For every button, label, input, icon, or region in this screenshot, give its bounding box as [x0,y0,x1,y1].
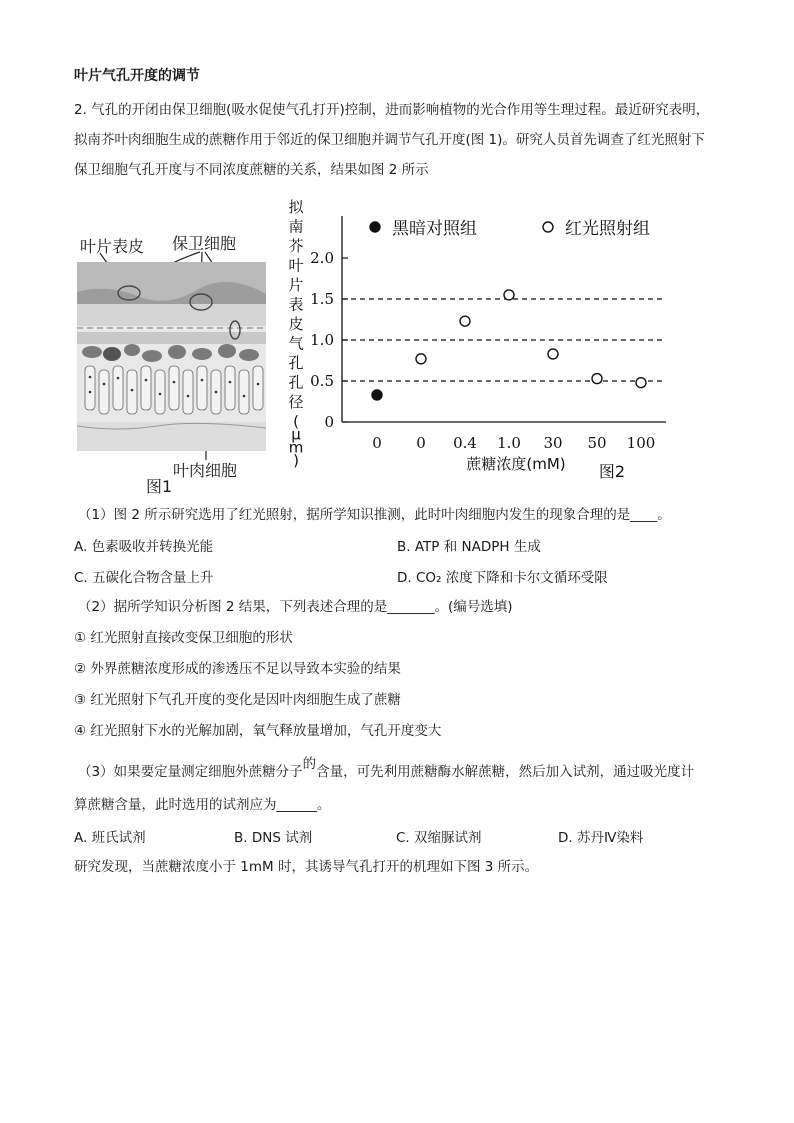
q3-stem-line-1 [78,756,695,782]
intro-line-3: 保卫细胞气孔开度与不同浓度蔗糖的关系，结果如图 2 所示 [74,162,429,178]
q1-option-a: A. 色素吸收并转换光能 [74,539,214,555]
figure-2-chart [280,198,680,483]
fig1-label-epidermis: 叶片表皮 [80,237,145,256]
chart-x-tick-label: 30 [543,434,563,452]
chart-point-red-light [460,316,470,326]
chart-point-red-light [548,349,558,359]
q3-option-b: B. DNS 试剂 [234,830,313,846]
chart-legend-label: 黑暗对照组 [392,219,477,239]
intro-line-1: 2. 气孔的开闭由保卫细胞(吸水促使气孔打开)控制，进而影响植物的光合作用等生理过程。最近研究表明， [74,102,710,118]
chart-point-red-light [416,354,426,364]
chart-point-red-light [504,290,514,300]
chart-x-tick-label: 0.4 [453,434,477,452]
chart-y-tick-label: 0 [324,413,334,431]
chart-y-tick-label: 2.0 [310,249,334,267]
chart-point-dark-control [372,390,382,400]
section-title: 叶片气孔开度的调节 [74,68,200,84]
q3-stem-part-a: （3）如果要定量测定细胞外蔗糖分子 [78,764,303,780]
fig1-caption: 图1 [146,477,173,496]
q2-statement-1: ① 红光照射直接改变保卫细胞的形状 [74,630,293,646]
intro-line-2: 拟南芥叶肉细胞生成的蔗糖作用于邻近的保卫细胞并调节气孔开度(图 1)。研究人员首先调查了红光照射下 [74,132,705,148]
chart-y-tick-label: 1.0 [310,331,334,349]
fig1-label-mesophyll: 叶肉细胞 [173,461,238,480]
chart-x-tick-label: 0 [372,434,382,452]
q1-stem: （1）图 2 所示研究选用了红光照射，据所学知识推测，此时叶肉细胞内发生的现象合理的是____。 [78,507,671,523]
q3-option-d: D. 苏丹Ⅳ染料 [558,830,644,846]
fig1-label-guard-cell: 保卫细胞 [172,234,237,253]
chart-x-tick-label: 1.0 [497,434,521,452]
q3-option-c: C. 双缩脲试剂 [396,830,482,846]
q1-option-c: C. 五碳化合物含量上升 [74,570,214,586]
q3-stem-line-2: 算蔗糖含量，此时选用的试剂应为______。 [74,797,331,813]
chart-x-tick-label: 100 [626,434,656,452]
figure-1-leaf-section [77,262,266,451]
q1-option-b: B. ATP 和 NADPH 生成 [397,539,541,555]
chart-legend-marker [370,222,380,232]
q2-statement-3: ③ 红光照射下气孔开度的变化是因叶肉细胞生成了蔗糖 [74,692,401,708]
chart-caption: 图2 [598,462,626,481]
chart-legend-label: 红光照射组 [565,219,650,239]
chart-x-axis-label: 蔗糖浓度(mM) [466,455,566,473]
q2-statement-4: ④ 红光照射下水的光解加剧，氧气释放量增加，气孔开度变大 [74,723,442,739]
q2-stem: （2）据所学知识分析图 2 结果，下列表述合理的是_______。(编号选填) [78,599,513,615]
chart-y-tick-label: 0.5 [310,372,334,390]
chart-y-tick-label: 1.5 [310,290,334,308]
chart-y-axis-label: 拟南芥叶片表皮气孔孔径( μ m ) [288,198,304,470]
chart-point-red-light [636,378,646,388]
q3-stem-superscript: 的 [302,756,317,772]
chart-x-tick-label: 50 [587,434,607,452]
q3-option-a: A. 班氏试剂 [74,830,146,846]
chart-point-red-light [592,374,602,384]
q2-statement-2: ② 外界蔗糖浓度形成的渗透压不足以导致本实验的结果 [74,661,401,677]
q3-stem-part-b: 含量，可先利用蔗糖酶水解蔗糖，然后加入试剂，通过吸光度计 [316,764,695,780]
chart-svg [280,198,680,483]
closing-text: 研究发现，当蔗糖浓度小于 1mM 时，其诱导气孔打开的机理如下图 3 所示。 [74,859,539,875]
chart-legend-marker [543,222,553,232]
chart-x-tick-label: 0 [416,434,426,452]
q1-option-d: D. CO₂ 浓度下降和卡尔文循环受限 [397,570,608,586]
